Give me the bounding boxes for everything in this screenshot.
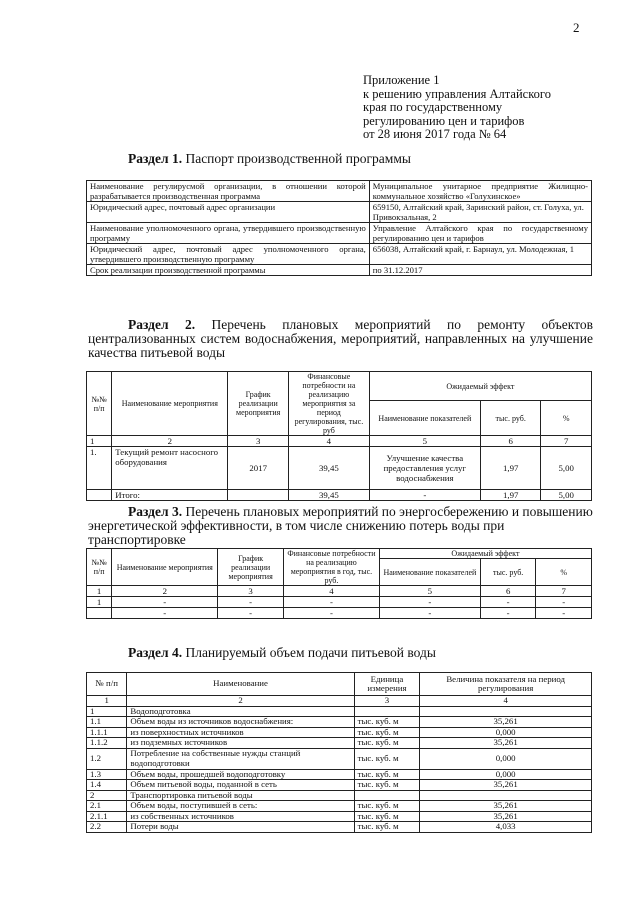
table-header-row — [87, 673, 592, 696]
table-cell: - — [283, 597, 379, 608]
section1-heading: Паспорт производственной программы — [185, 151, 411, 166]
section1-label: Раздел 1. — [128, 151, 183, 166]
table-cell: 39,45 — [288, 447, 369, 490]
table-cell: 656038, Алтайский край, г. Барнаул, ул. Молодежная, 1 — [369, 244, 591, 265]
table-cell: Объем воды из источников водоснабжения: — [127, 717, 354, 728]
table-cell: 35,261 — [420, 811, 592, 822]
table-cell: 39,45 — [288, 490, 369, 501]
table-cell: 35,261 — [420, 780, 592, 791]
appendix-line: к решению управления Алтайского — [363, 86, 551, 101]
table-cell: 2.1.1 — [87, 811, 127, 822]
table-cell: 4 — [283, 586, 379, 597]
section2-title — [88, 318, 593, 360]
table-cell: тыс. куб. м — [354, 801, 420, 812]
table-row — [87, 436, 592, 447]
col-header: Наименование — [127, 673, 354, 696]
table-cell: 5 — [379, 586, 480, 597]
table-cell — [87, 608, 112, 619]
table-cell: 2 — [87, 790, 127, 801]
table-row — [87, 265, 592, 276]
table-cell: - — [536, 597, 592, 608]
table-cell: 3 — [228, 436, 289, 447]
col-header: тыс. руб. — [480, 401, 541, 436]
table-cell: 35,261 — [420, 801, 592, 812]
table-cell — [87, 490, 112, 501]
col-header: Величина показателя на период регулирования — [420, 673, 592, 696]
col-header: № п/п — [87, 673, 127, 696]
table-cell: - — [283, 608, 379, 619]
section3-title — [88, 505, 593, 547]
table-cell: 1.1.2 — [87, 738, 127, 749]
table-cell: 1.1.1 — [87, 727, 127, 738]
table-cell: Потребление на собственные нужды станций водоподготовки — [127, 748, 354, 769]
table-cell: Текущий ремонт насосного оборудования — [112, 447, 228, 490]
table-cell: Объем воды, поступившей в сеть: — [127, 801, 354, 812]
table-row — [87, 748, 592, 769]
col-header: тыс. руб. — [480, 559, 536, 586]
supply-volume-table — [86, 672, 592, 833]
table-cell: тыс. куб. м — [354, 769, 420, 780]
table-cell: 4 — [420, 696, 592, 707]
table-cell: 6 — [480, 586, 536, 597]
appendix-header — [363, 74, 613, 142]
table-cell: Водоподготовка — [127, 706, 354, 717]
table-cell: 1,97 — [480, 490, 541, 501]
table-cell: 7 — [541, 436, 592, 447]
page-number: 2 — [573, 20, 580, 35]
table-cell: - — [379, 597, 480, 608]
table-row — [87, 202, 592, 223]
table-cell: Объем воды, прошедшей водоподготовку — [127, 769, 354, 780]
table-cell: тыс. куб. м — [354, 727, 420, 738]
table-cell: тыс. куб. м — [354, 780, 420, 791]
col-header: Единица измерения — [354, 673, 420, 696]
appendix-line: края по государственному — [363, 100, 503, 114]
table-cell — [420, 706, 592, 717]
table-row — [87, 447, 592, 490]
table-cell: Транспортировка питьевой воды — [127, 790, 354, 801]
table-cell: 5 — [369, 436, 480, 447]
table-cell: 1 — [87, 696, 127, 707]
table-cell: 4,033 — [420, 822, 592, 833]
table-row — [87, 811, 592, 822]
table-cell: 0,000 — [420, 748, 592, 769]
table-cell: 3 — [354, 696, 420, 707]
table-row — [87, 717, 592, 728]
table-row — [87, 586, 592, 597]
table-cell: 35,261 — [420, 717, 592, 728]
table-cell: Потери воды — [127, 822, 354, 833]
section4-label: Раздел 4. — [128, 645, 183, 660]
table-cell: - — [218, 597, 284, 608]
passport-table — [86, 180, 592, 276]
table-cell: Юридический адрес, почтовый адрес организации — [87, 202, 370, 223]
table-cell: 7 — [536, 586, 592, 597]
table-cell: из подземных источников — [127, 738, 354, 749]
table-cell: 6 — [480, 436, 541, 447]
table-cell: тыс. куб. м — [354, 717, 420, 728]
table-row — [87, 769, 592, 780]
table-cell: 3 — [218, 586, 284, 597]
table-cell: Объем питьевой воды, поданной в сеть — [127, 780, 354, 791]
col-header: Наименование мероприятия — [112, 549, 218, 586]
table-cell: тыс. куб. м — [354, 748, 420, 769]
table-cell: Улучшение качества предоставления услуг водоснабжения — [369, 447, 480, 490]
table-cell: - — [480, 608, 536, 619]
table-cell: тыс. куб. м — [354, 822, 420, 833]
col-header: График реализации мероприятия — [228, 372, 289, 436]
table-cell — [228, 490, 289, 501]
table-cell: из собственных источников — [127, 811, 354, 822]
table-cell: 2.1 — [87, 801, 127, 812]
table-row — [87, 181, 592, 202]
table-cell: Управление Алтайского края по государственному регулированию цен и тарифов — [369, 223, 591, 244]
table-cell: тыс. куб. м — [354, 738, 420, 749]
table-header-row — [87, 549, 592, 559]
table-cell: 5,00 — [541, 447, 592, 490]
table-cell: 0,000 — [420, 769, 592, 780]
table-cell: 2017 — [228, 447, 289, 490]
table-cell: 659150, Алтайский край, Заринский район, ст. Голуха, ул. Привокзальная, 2 — [369, 202, 591, 223]
energy-table — [86, 548, 592, 619]
repair-table — [86, 371, 592, 501]
section3-label: Раздел 3. — [128, 504, 183, 519]
table-cell: 1 — [87, 706, 127, 717]
table-cell: 1.3 — [87, 769, 127, 780]
col-header: Наименование показателей — [369, 401, 480, 436]
col-header: График реализации мероприятия — [218, 549, 284, 586]
table-cell: - — [218, 608, 284, 619]
table-cell — [354, 790, 420, 801]
table-cell: Итого: — [112, 490, 228, 501]
section4-heading: Планируемый объем подачи питьевой воды — [185, 645, 436, 660]
table-cell: тыс. куб. м — [354, 811, 420, 822]
table-cell: 2 — [112, 436, 228, 447]
section2-label: Раздел 2. — [128, 317, 196, 332]
table-cell: 5,00 — [541, 490, 592, 501]
appendix-line: от 28 июня 2017 года № 64 — [363, 127, 507, 141]
table-cell: Юридический адрес, почтовый адрес уполномоченного органа, утвердившего производственную программу — [87, 244, 370, 265]
col-header: Ожидаемый эффект — [379, 549, 591, 559]
table-cell: 1,97 — [480, 447, 541, 490]
table-cell: 1 — [87, 586, 112, 597]
table-cell: Муниципальное унитарное предприятие Жилищно-коммунальное хозяйство «Голухинское» — [369, 181, 591, 202]
table-cell: 2.2 — [87, 822, 127, 833]
table-row — [87, 790, 592, 801]
section3-heading: Перечень плановых мероприятий по энергосбережению и повышению энергетической эффективности, в том числе снижению потерь воды при транспортировке — [88, 504, 593, 547]
table-cell: - — [112, 608, 218, 619]
col-header: Наименование мероприятия — [112, 372, 228, 436]
appendix-line: Приложение 1 — [363, 73, 440, 87]
table-cell: Срок реализации производственной программы — [87, 265, 370, 276]
table-cell: 1 — [87, 597, 112, 608]
table-cell — [354, 706, 420, 717]
col-header: Финансовые потребности на реализацию мероприятия за период регулирования, тыс. руб — [288, 372, 369, 436]
table-row — [87, 801, 592, 812]
table-cell: 1.2 — [87, 748, 127, 769]
section1-title — [128, 151, 411, 167]
table-cell — [420, 790, 592, 801]
section4-title — [128, 645, 436, 661]
table-cell: - — [480, 597, 536, 608]
table-row — [87, 822, 592, 833]
table-row — [87, 490, 592, 501]
table-cell: - — [112, 597, 218, 608]
col-header: №№ п/п — [87, 372, 112, 436]
table-cell: 4 — [288, 436, 369, 447]
table-cell: 2 — [112, 586, 218, 597]
table-row — [87, 696, 592, 707]
table-cell: Наименование уполномоченного органа, утвердившего производственную программу — [87, 223, 370, 244]
table-row — [87, 244, 592, 265]
col-header: Ожидаемый эффект — [369, 372, 591, 401]
col-header: Финансовые потребности на реализацию мероприятия в год, тыс. руб. — [283, 549, 379, 586]
table-row — [87, 706, 592, 717]
table-cell: 1. — [87, 447, 112, 490]
table-cell: - — [379, 608, 480, 619]
table-row — [87, 597, 592, 608]
table-cell: 1 — [87, 436, 112, 447]
section2-heading: Перечень плановых мероприятий по ремонту объектов централизованных систем водоснабжения, мероприятий, направленных на улучшение качества питьевой воды — [88, 317, 593, 360]
table-row — [87, 738, 592, 749]
table-header-row — [87, 372, 592, 401]
table-cell: 35,261 — [420, 738, 592, 749]
table-row — [87, 727, 592, 738]
col-header: Наименование показателей — [379, 559, 480, 586]
table-row — [87, 223, 592, 244]
table-cell: 1.4 — [87, 780, 127, 791]
col-header: % — [536, 559, 592, 586]
table-cell: из поверхностных источников — [127, 727, 354, 738]
table-cell: Наименование регулирусмой организации, в отношении которой разрабатывается производственная программа — [87, 181, 370, 202]
table-cell: 0,000 — [420, 727, 592, 738]
table-row — [87, 608, 592, 619]
table-cell: - — [369, 490, 480, 501]
table-cell: 1.1 — [87, 717, 127, 728]
appendix-line: регулированию цен и тарифов — [363, 113, 525, 128]
table-row — [87, 780, 592, 791]
table-cell: - — [536, 608, 592, 619]
col-header: % — [541, 401, 592, 436]
table-cell: по 31.12.2017 — [369, 265, 591, 276]
table-cell: 2 — [127, 696, 354, 707]
col-header: №№ п/п — [87, 549, 112, 586]
